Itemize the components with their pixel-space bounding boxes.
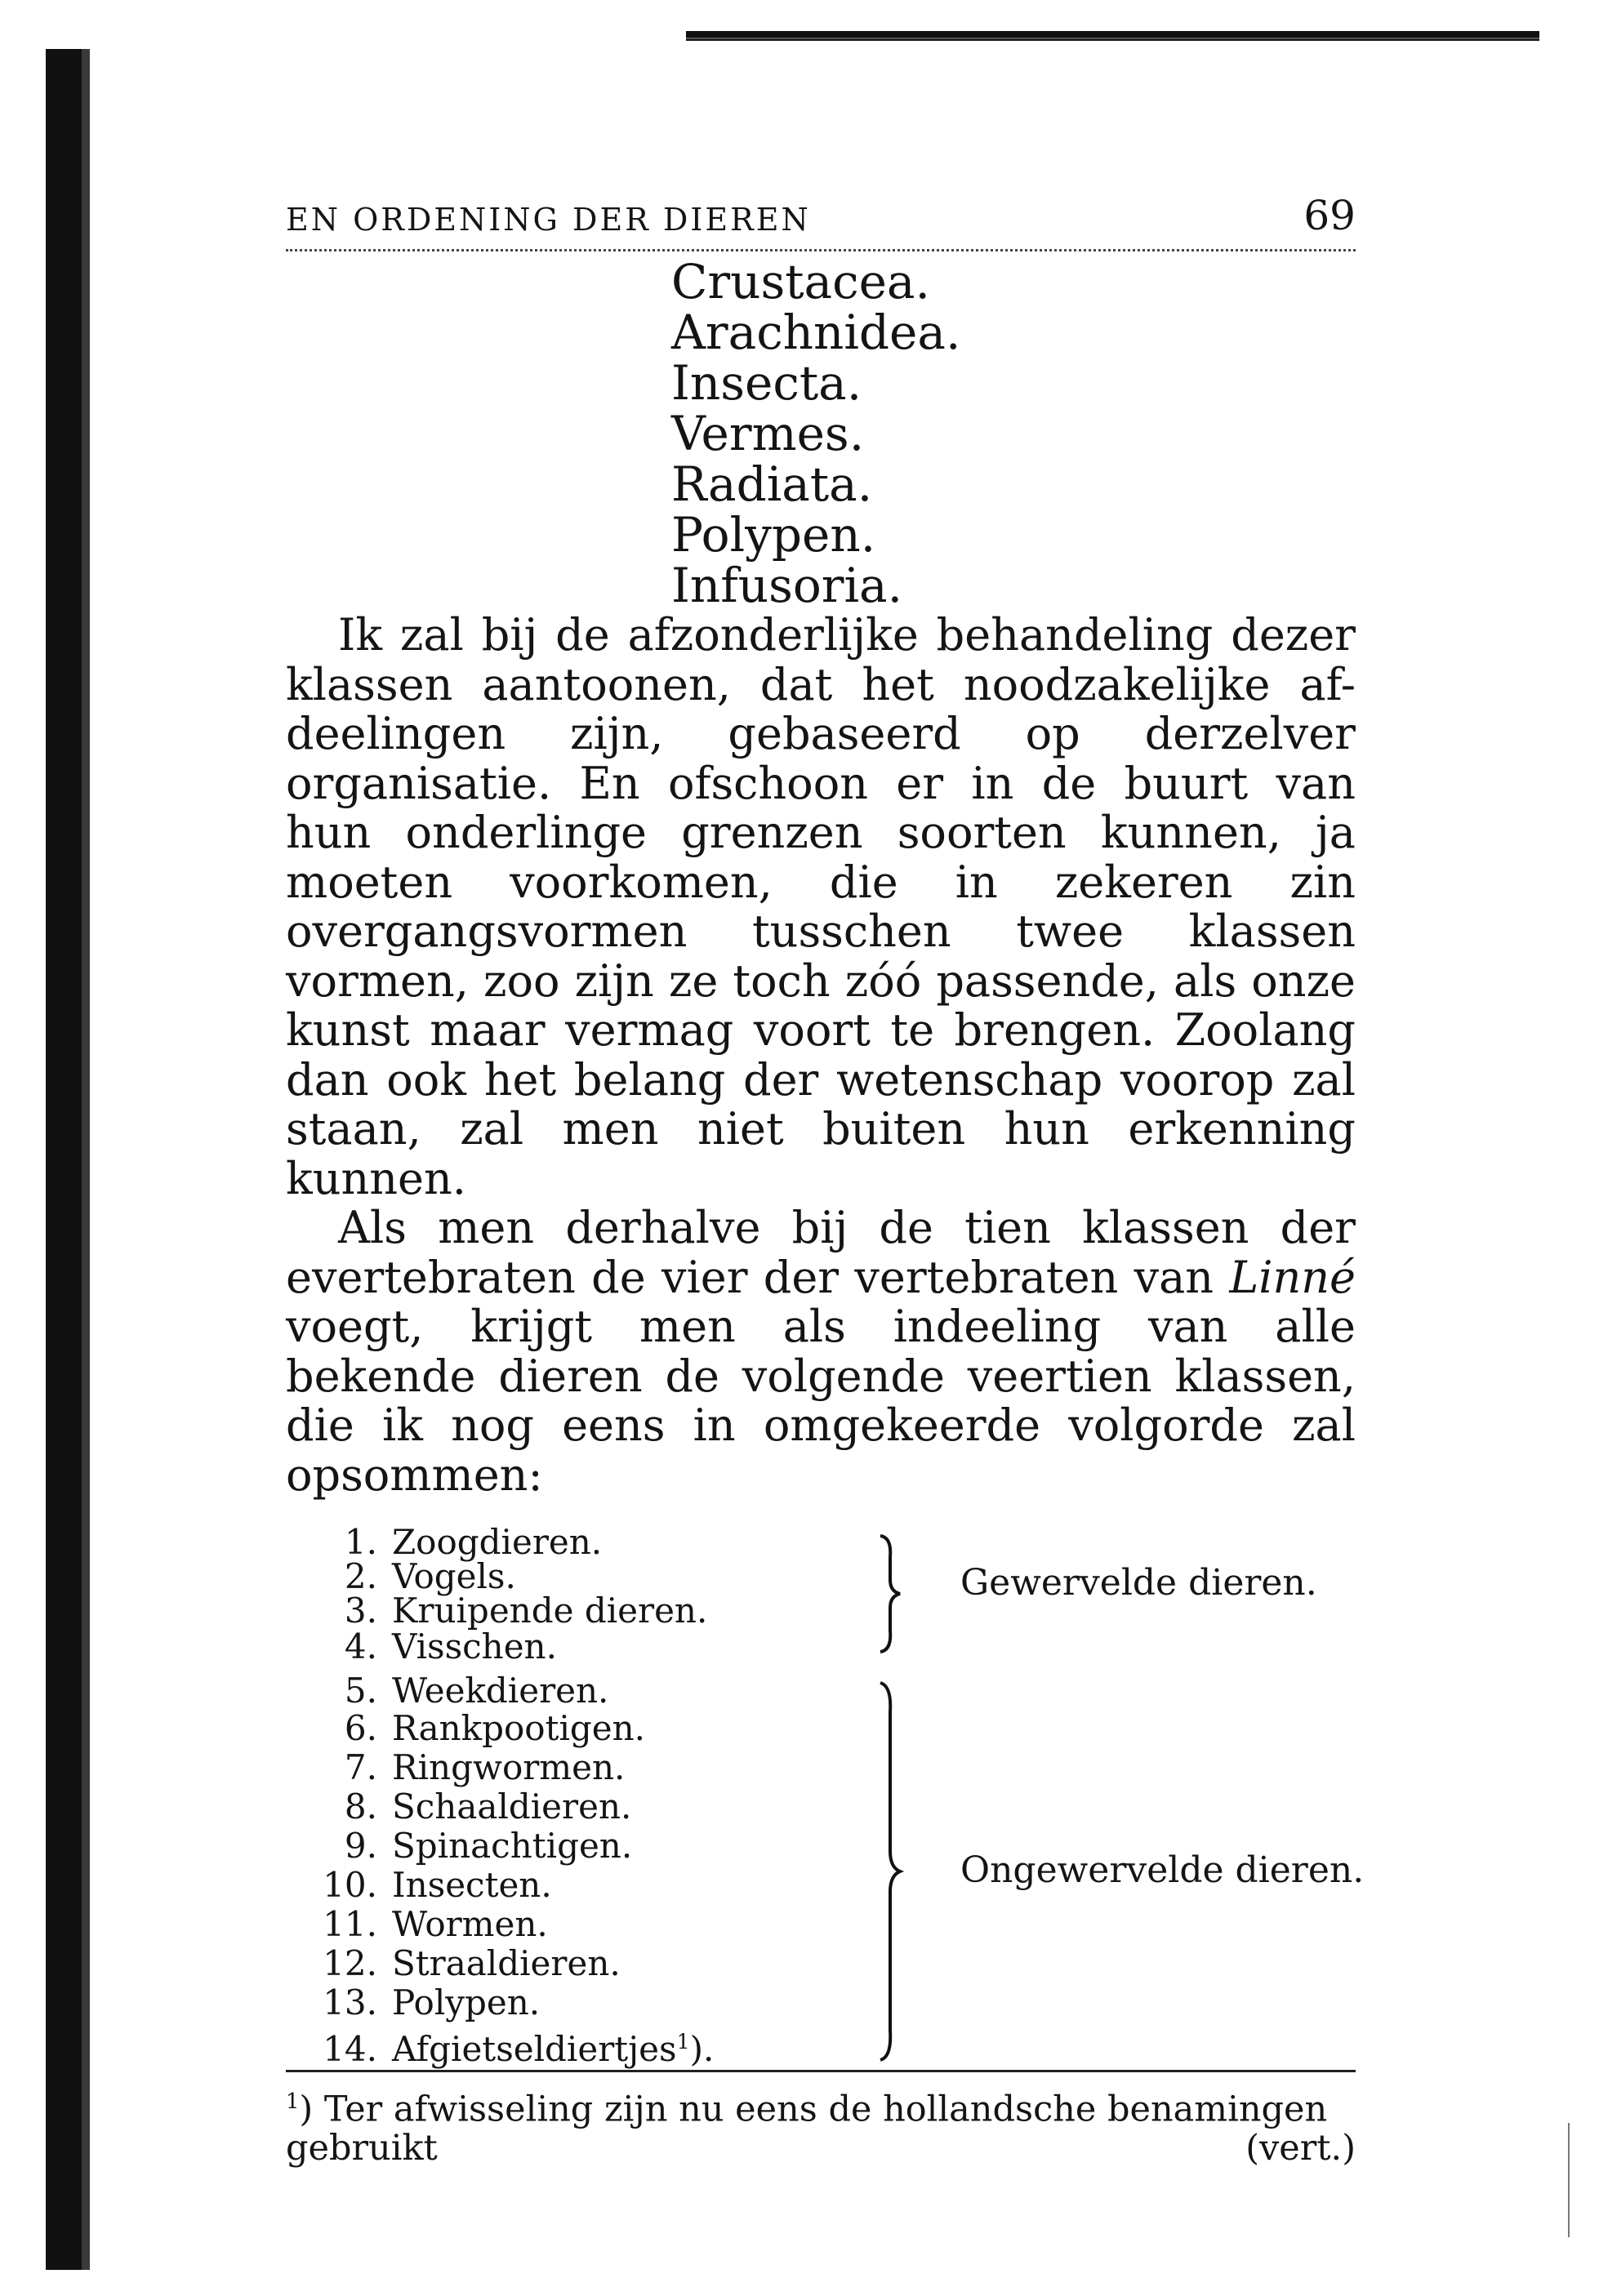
class-item [286,1627,557,1666]
class-name: Schaaldieren. [392,1787,632,1827]
class-item [286,1866,552,1905]
class-item [286,1709,645,1748]
class-item [286,1748,625,1787]
footnote-text: ) Ter afwisseling zijn nu eens de hollandsche benamingen [299,2089,1328,2130]
class-number: 12. [323,1943,377,1983]
author-name-linne: Linné [1229,1251,1356,1303]
class-number: 8. [344,1787,377,1827]
footnote [286,2082,1356,2168]
class-name: Visschen. [392,1626,557,1666]
class-name: Zoogdieren. [392,1522,603,1562]
footnote-line-2 [286,2129,1356,2168]
class-number: 9. [344,1826,377,1866]
class-item [286,1787,631,1827]
class-name: Polypen. [392,1982,541,2022]
scan-top-rule [686,31,1539,41]
taxa-item: Polypen. [671,507,876,563]
class-item [286,1905,548,1944]
footnote-rule [286,2070,1356,2072]
footnote-number: 1 [286,2089,300,2114]
class-name: Rankpootigen. [392,1708,646,1748]
class-number: 4. [344,1626,377,1666]
class-name-suffix: ). [689,2029,715,2069]
class-number: 10. [323,1865,377,1905]
taxa-item: Arachnidea. [671,305,961,360]
class-name: Wormen. [392,1904,548,1944]
taxa-item: Vermes. [671,406,865,461]
footnote-marker: 1 [676,2030,690,2053]
class-name: Spinachtigen. [392,1826,633,1866]
invertebrates-label: Ongewervelde dieren. [960,1849,1365,1891]
page-header [286,192,1356,249]
class-item [286,2022,714,2069]
class-number: 7. [344,1747,377,1787]
scan-right-mark [1568,2123,1570,2237]
page [286,192,1365,2169]
class-item [286,1591,707,1631]
class-number: 6. [344,1708,377,1748]
class-list [286,1522,1365,2069]
footnote-line-1 [286,2082,1356,2129]
running-head: EN ORDENING DER DIEREN [286,202,811,238]
taxa-item: Crustacea. [671,254,930,309]
header-dotted-rule [286,249,1356,251]
class-number: 5. [344,1671,377,1711]
scan-binding-shadow [82,49,90,2270]
class-item [286,1827,632,1866]
class-number: 13. [323,1982,377,2022]
class-number: 11. [323,1904,377,1944]
class-number: 1. [344,1522,377,1562]
class-item [286,1983,540,2022]
class-name: Afgietseldiertjes [392,2029,677,2069]
class-name: Ringwormen. [392,1747,626,1787]
class-name: Straaldieren. [392,1943,621,1983]
body-text [286,611,1356,1500]
taxa-item: Infusoria. [671,558,903,613]
class-item [286,1944,621,1983]
vertebrates-label: Gewervelde dieren. [960,1562,1317,1604]
paragraph-2 [286,1204,1356,1500]
page-number: 69 [1303,192,1356,239]
scan-top-rule-thin [686,38,1539,39]
invertebrates-brace [874,1680,906,2063]
taxa-item: Radiata. [671,456,873,512]
class-name: Insecten. [392,1865,552,1905]
taxa-list [671,256,1356,611]
class-name: Weekdieren. [392,1671,609,1711]
paragraph-2-start: Als men derhalve bij de tien klassen der evertebraten de vier der vertebraten van [286,1202,1356,1303]
class-name: Vogels. [392,1556,516,1596]
vertebrates-brace [874,1533,906,1655]
class-number: 2. [344,1556,377,1596]
class-number: 3. [344,1591,377,1631]
footnote-text-end: gebruikt [286,2128,438,2169]
class-name: Kruipende dieren. [392,1591,708,1631]
paragraph-1: Ik zal bij de afzonderlijke behandeling dezer klassen aantoonen, dat het noodzakelijke af-deelingen zijn, gebaseerd op derzelver organisatie. En ofschoon er in de buurt van hun onderlinge grenzen soorten kunnen, ja moeten voorkomen, die in zekeren zin overgangsvormen tusschen twee klassen vormen, zoo zijn ze toch zóó passende, als onze kunst maar vermag voort te brengen. Zoolang dan ook het belang der wetenschap voorop zal staan, zal men niet buiten hun erkenning kunnen. [286,609,1356,1204]
taxa-item: Insecta. [671,355,862,411]
class-item [286,1671,608,1711]
class-number: 14. [323,2029,377,2069]
continued-marker: (vert.) [1245,2128,1356,2169]
paragraph-2-end: voegt, krijgt men als indeeling van alle bekende dieren de volgende veertien klassen, die ik nog eens in omgekeerde volgorde zal opsommen: [286,1301,1356,1501]
